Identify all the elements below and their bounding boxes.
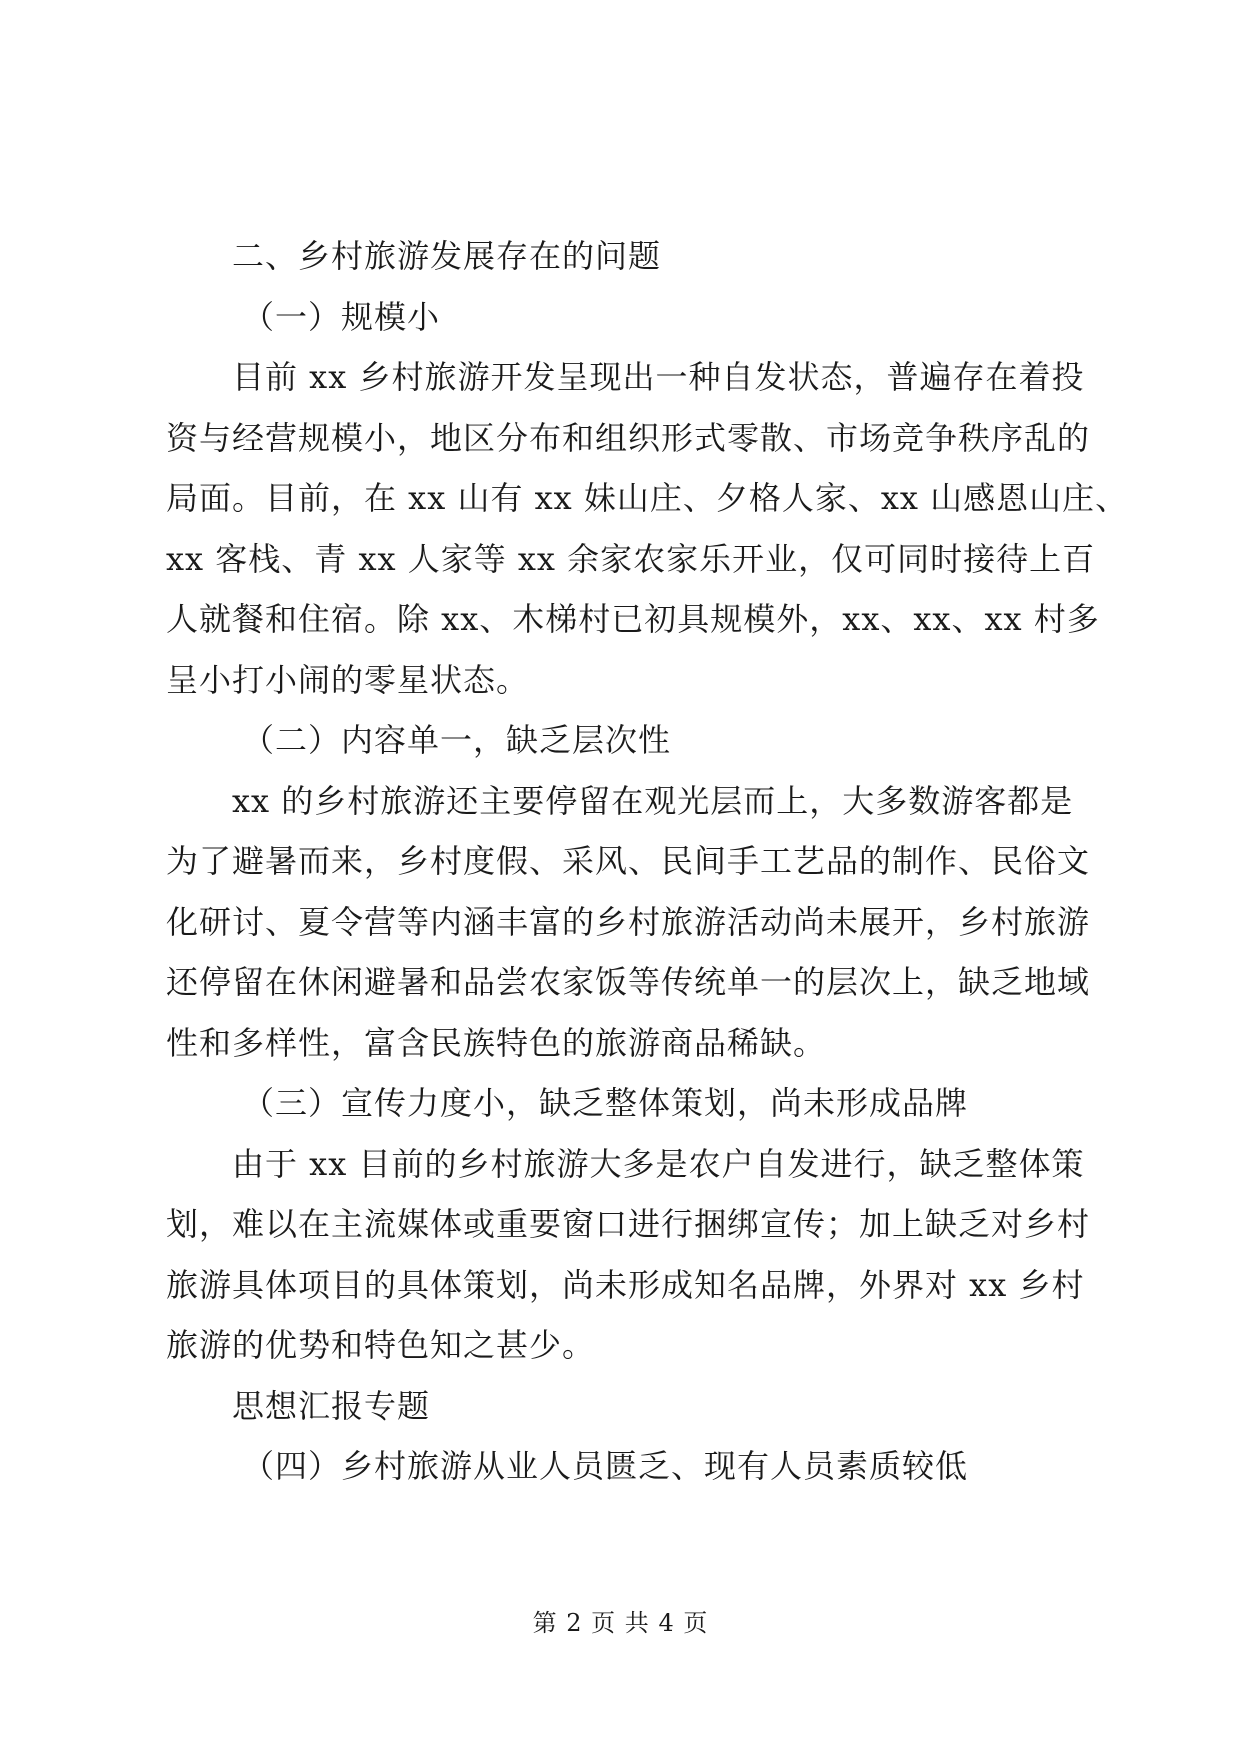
subsection-heading-4: （四）乡村旅游从业人员匮乏、现有人员素质较低 (242, 1447, 969, 1485)
paragraph-line: 由于 xx 目前的乡村旅游大多是农户自发进行，缺乏整体策 (232, 1144, 1085, 1183)
paragraph-line: 局面。目前，在 xx 山有 xx 妹山庄、夕格人家、xx 山感恩山庄、 (166, 479, 1129, 517)
paragraph-line: 划，难以在主流媒体或重要窗口进行捆绑宣传；加上缺乏对乡村 (166, 1205, 1091, 1243)
paragraph-line: 化研讨、夏令营等内涵丰富的乡村旅游活动尚未展开，乡村旅游 (166, 902, 1091, 941)
paragraph-line: 为了避暑而来，乡村度假、采风、民间手工艺品的制作、民俗文 (166, 842, 1091, 880)
paragraph-line: 旅游的优势和特色知之甚少。 (166, 1326, 596, 1364)
page-footer: 第 2 页 共 4 页 (532, 1609, 709, 1637)
subsection-heading-1: （一）规模小 (242, 297, 441, 336)
paragraph-line: 性和多样性，富含民族特色的旅游商品稀缺。 (166, 1023, 827, 1062)
subsection-heading-3: （三）宣传力度小，缺乏整体策划，尚未形成品牌 (242, 1084, 969, 1122)
topic-label: 思想汇报专题 (232, 1386, 431, 1425)
section-heading: 二、乡村旅游发展存在的问题 (232, 237, 662, 275)
paragraph-line: xx 客栈、青 xx 人家等 xx 余家农家乐开业，仅可同时接待上百 (166, 539, 1096, 578)
paragraph-line: 目前 xx 乡村旅游开发呈现出一种自发状态，普遍存在着投 (232, 358, 1085, 396)
paragraph-line: 人就餐和住宿。除 xx、木梯村已初具规模外，xx、xx、xx 村多 (166, 600, 1100, 638)
paragraph-line: xx 的乡村旅游还主要停留在观光层而上，大多数游客都是 (232, 781, 1074, 820)
paragraph-line: 旅游具体项目的具体策划，尚未形成知名品牌，外界对 xx 乡村 (166, 1265, 1085, 1304)
subsection-heading-2: （二）内容单一，缺乏层次性 (242, 721, 672, 759)
paragraph-line: 还停留在休闲避暑和品尝农家饭等传统单一的层次上，缺乏地域 (166, 963, 1091, 1001)
paragraph-line: 呈小打小闹的零星状态。 (166, 660, 530, 699)
paragraph-line: 资与经营规模小，地区分布和组织形式零散、市场竞争秩序乱的 (166, 418, 1091, 457)
document-body (166, 226, 1129, 1497)
